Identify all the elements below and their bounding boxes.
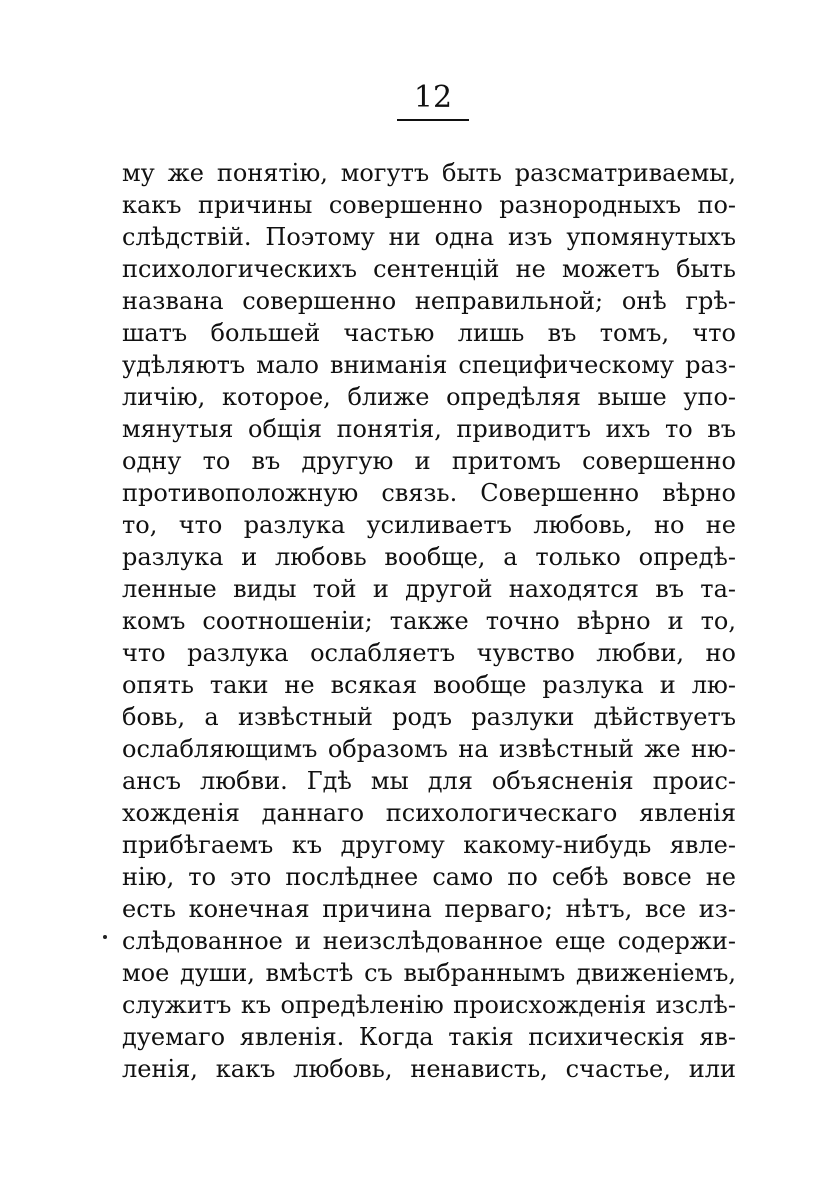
text-line: слѣдованное и неизслѣдованное еще содержи- bbox=[122, 927, 736, 955]
text-line: удѣляютъ мало вниманія специфическому раз- bbox=[122, 351, 736, 379]
text-line: ослабляющимъ образомъ на извѣстный же ню- bbox=[122, 735, 736, 763]
text-line: дуемаго явленія. Когда такія психическія яв- bbox=[122, 1023, 736, 1051]
text-line: нію, то это послѣднее само по себѣ вовсе не bbox=[122, 863, 736, 891]
text-line: то, что разлука усиливаетъ любовь, но не bbox=[122, 511, 736, 539]
text-line: разлука и любовь вообще, а только опредѣ- bbox=[122, 543, 736, 571]
text-line: ленные виды той и другой находятся въ та- bbox=[122, 575, 736, 603]
text-line: мянутыя общія понятія, приводитъ ихъ то въ bbox=[122, 415, 736, 443]
page-number-rule bbox=[397, 119, 469, 121]
text-line: какъ причины совершенно разнородныхъ по- bbox=[122, 191, 736, 219]
text-line: бовь, а извѣстный родъ разлуки дѣйствуетъ bbox=[122, 703, 736, 731]
margin-ink-dot bbox=[103, 935, 107, 939]
text-line: служитъ къ опредѣленію происхожденія изслѣ- bbox=[122, 991, 736, 1019]
text-line: одну то въ другую и притомъ совершенно bbox=[122, 447, 736, 475]
text-line: мое души, вмѣстѣ съ выбраннымъ движеніемъ, bbox=[122, 959, 736, 987]
page-number: 12 bbox=[413, 80, 453, 115]
text-line: названа совершенно неправильной; онѣ грѣ- bbox=[122, 287, 736, 315]
text-line: опять таки не всякая вообще разлука и лю- bbox=[122, 671, 736, 699]
text-line: ленія, какъ любовь, ненависть, счастье, или bbox=[122, 1055, 736, 1083]
text-line: прибѣгаемъ къ другому какому-нибудь явле- bbox=[122, 831, 736, 859]
text-line: ансъ любви. Гдѣ мы для объясненія проис- bbox=[122, 767, 736, 795]
text-line: психологическихъ сентенцій не можетъ быть bbox=[122, 255, 736, 283]
text-line: комъ соотношеніи; также точно вѣрно и то, bbox=[122, 607, 736, 635]
text-line: хожденія даннаго психологическаго явленія bbox=[122, 799, 736, 827]
text-line: слѣдствій. Поэтому ни одна изъ упомянутыхъ bbox=[122, 223, 736, 251]
text-line: му же понятію, могутъ быть разсматриваемы, bbox=[122, 159, 736, 187]
text-line: что разлука ослабляетъ чувство любви, но bbox=[122, 639, 736, 667]
text-line: противоположную связь. Совершенно вѣрно bbox=[122, 479, 736, 507]
body-text bbox=[122, 157, 736, 1085]
text-line: шатъ большей частью лишь въ томъ, что bbox=[122, 319, 736, 347]
text-line: есть конечная причина перваго; нѣтъ, все из- bbox=[122, 895, 736, 923]
text-line: личію, которое, ближе опредѣляя выше упо- bbox=[122, 383, 736, 411]
